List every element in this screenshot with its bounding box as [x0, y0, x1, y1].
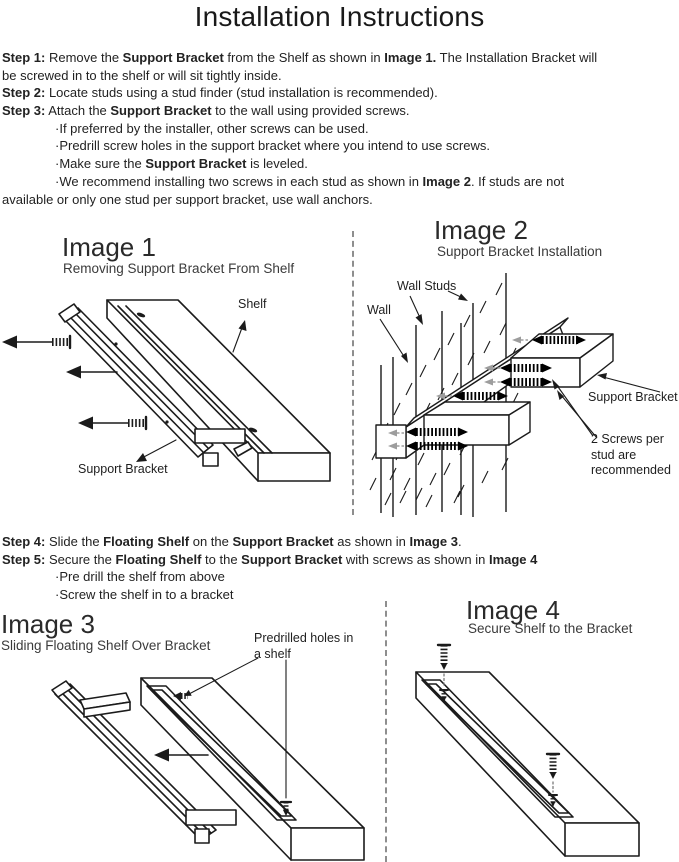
figure1-support-bracket-label: Support Bracket — [78, 462, 168, 476]
removal-arrow-icons — [2, 336, 146, 430]
instruction-line — [2, 85, 678, 103]
floating-shelf-drawing — [141, 678, 364, 860]
instruction-text-bold: Support Bracket — [241, 551, 343, 567]
instruction-text-bold: Step 3: — [2, 103, 46, 119]
figure2-subtitle: Support Bracket Installation — [437, 244, 603, 259]
instruction-line — [2, 174, 678, 192]
figure1-subtitle: Removing Support Bracket From Shelf — [63, 261, 295, 276]
instruction-text-bold: Step 5: — [2, 551, 46, 567]
instruction-text: Remove the — [45, 50, 123, 65]
figure4-subtitle: Secure Shelf to the Bracket — [468, 621, 633, 636]
figure-divider-top — [352, 231, 354, 515]
instruction-text: Slide the — [45, 534, 104, 549]
instruction-text-bold: Image 3 — [409, 534, 458, 549]
figure2-support-bracket-label: Support Bracket — [588, 390, 678, 404]
instruction-text: ·Pre drill the shelf from above — [55, 569, 225, 585]
bracket-block-lower-drawing — [424, 402, 530, 445]
figure-divider-bottom — [385, 601, 387, 862]
slide-arrow-icon — [154, 749, 208, 762]
instruction-line — [2, 121, 678, 139]
instruction-text: ·Make sure the — [55, 156, 146, 172]
instruction-line — [2, 534, 678, 552]
instruction-text: Secure the — [45, 551, 116, 567]
instruction-line — [2, 103, 678, 121]
figure1-heading: Image 1 — [62, 232, 156, 262]
instruction-text-bold: Image 4 — [488, 551, 538, 567]
instruction-line — [2, 50, 678, 68]
instruction-text-bold: Step 1: — [2, 50, 46, 65]
figure3-subtitle: Sliding Floating Shelf Over Bracket — [1, 638, 211, 653]
instruction-text-bold: Support Bracket — [232, 534, 334, 549]
instruction-text: Locate studs using a stud finder (stud installation is recommended). — [45, 85, 438, 101]
figure4-diagram — [390, 630, 679, 862]
figure2-screws-note: 2 Screws per stud are recommended — [591, 432, 671, 477]
instruction-text: . — [457, 534, 462, 549]
instruction-text: to the wall using provided screws. — [211, 103, 410, 119]
figure4-heading: Image 4 — [466, 595, 560, 625]
instruction-text: from the Shelf as shown in — [223, 50, 385, 65]
instruction-text-bold: Support Bracket — [110, 103, 212, 119]
instruction-line — [2, 192, 678, 210]
instruction-text: with screws as shown in — [342, 551, 489, 567]
instruction-text-bold: Floating Shelf — [103, 534, 190, 549]
instruction-line — [2, 138, 678, 156]
instruction-text: as shown in — [333, 534, 410, 549]
figure3-heading: Image 3 — [1, 609, 95, 639]
figure3-diagram — [0, 630, 385, 862]
instruction-line — [2, 552, 678, 570]
instruction-text: available or only one stud per support bracket, use wall anchors. — [2, 191, 373, 207]
instruction-text-bold: Image 1. — [384, 50, 437, 65]
instruction-text: Attach the — [45, 103, 111, 119]
instruction-text: is leveled. — [246, 156, 308, 172]
instruction-line — [2, 156, 678, 174]
instruction-text-bold: Step 2: — [2, 85, 46, 101]
instruction-text: ·We recommend installing two screws in each stud as shown in — [55, 173, 423, 189]
figure3-predrilled-holes-label: Predrilled holes in a shelf — [254, 631, 354, 661]
instruction-text-bold: Image 2 — [422, 173, 471, 189]
instruction-text: ·Predrill screw holes in the support bracket where you intend to use screws. — [55, 138, 490, 154]
instruction-text: . If studs are not — [470, 173, 565, 189]
instruction-text: The Installation Bracket will — [436, 50, 598, 65]
instructions-steps-4-5 — [2, 534, 678, 605]
floating-shelf-drawing — [416, 672, 639, 856]
figure2-wall-studs-label: Wall Studs — [397, 279, 457, 293]
instruction-text-bold: Support Bracket — [145, 156, 247, 172]
figure1-diagram — [0, 275, 352, 520]
instruction-text: to the — [201, 551, 242, 567]
instruction-text: ·If preferred by the installer, other screws can be used. — [55, 120, 369, 136]
page-title: Installation Instructions — [194, 1, 485, 32]
instruction-text-bold: Floating Shelf — [115, 551, 202, 567]
instruction-text: ·Screw the shelf in to a bracket — [55, 587, 234, 603]
instruction-text-bold: Step 4: — [2, 534, 46, 549]
instruction-line — [2, 68, 678, 86]
figure2-heading: Image 2 — [434, 215, 528, 245]
figure2-wall-label: Wall — [367, 303, 391, 317]
figure1-shelf-label: Shelf — [238, 297, 267, 311]
instruction-text-bold: Support Bracket — [122, 50, 224, 65]
instruction-text: on the — [189, 534, 233, 549]
instruction-text: be screwed in to the shelf or will sit tightly inside. — [2, 67, 282, 83]
instruction-line — [2, 587, 678, 605]
instruction-line — [2, 569, 678, 587]
instructions-steps-1-3 — [2, 50, 678, 209]
